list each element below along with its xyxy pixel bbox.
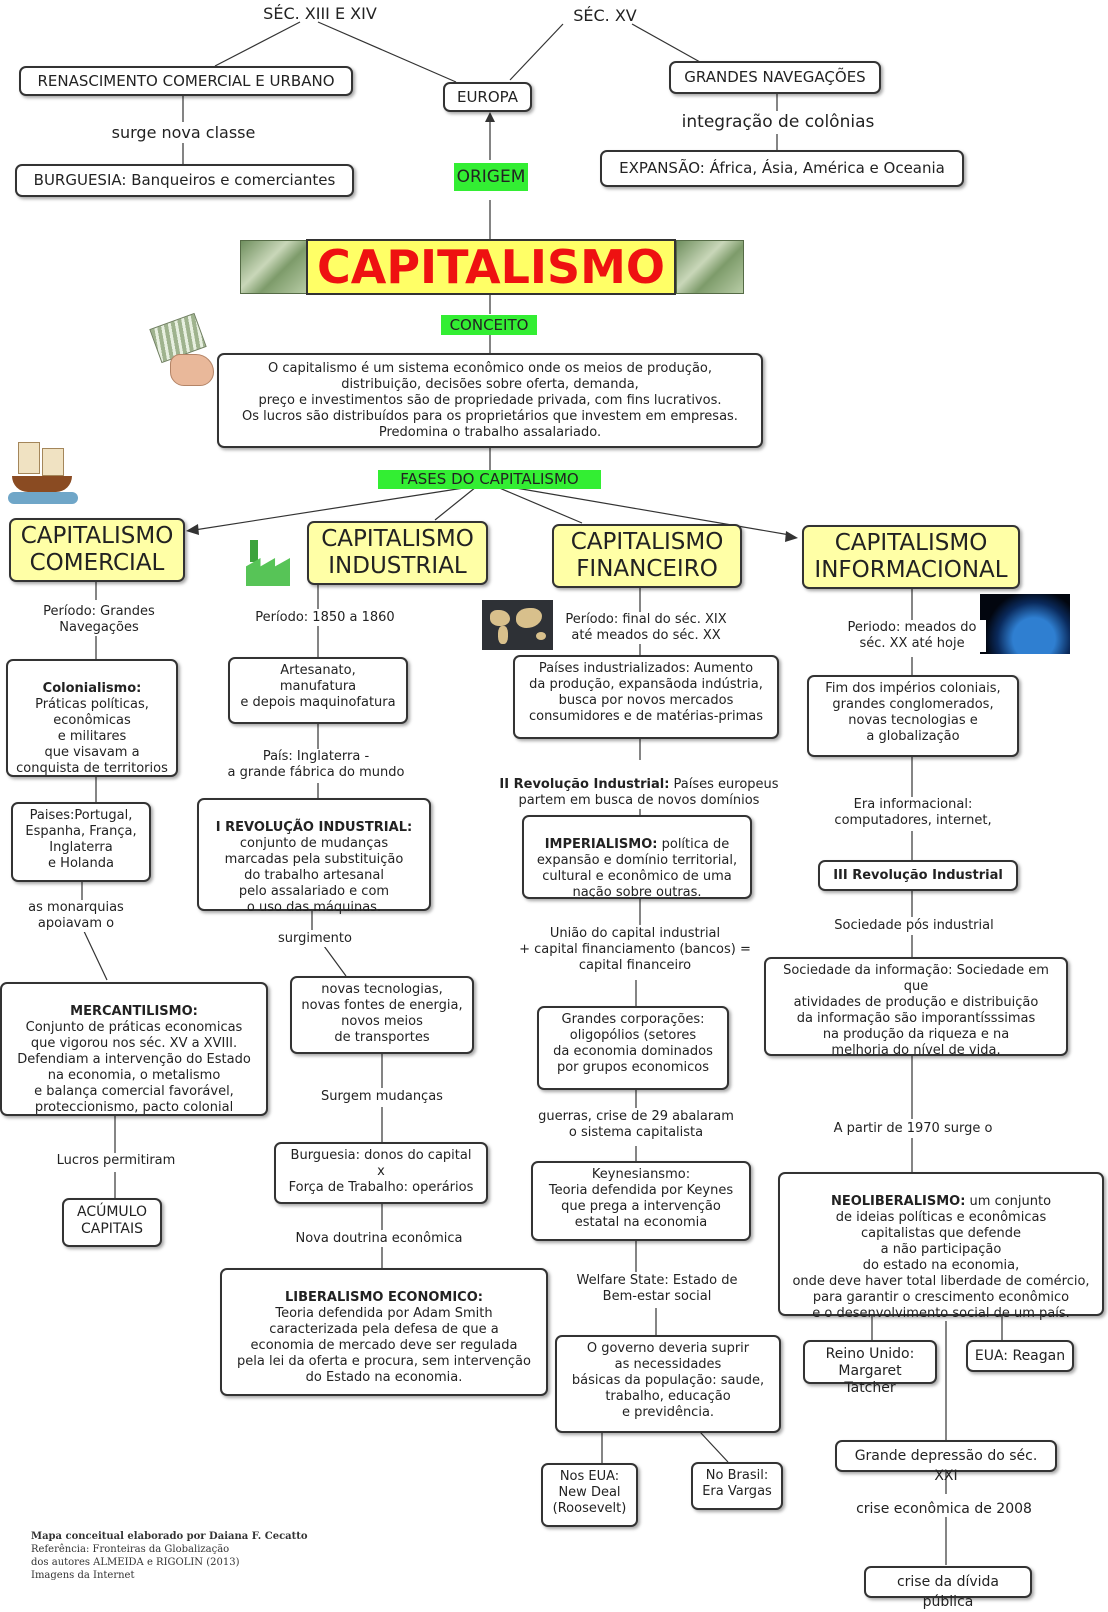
surgimento-link: surgimento bbox=[270, 931, 360, 947]
mudancas-link: Surgem mudanças bbox=[308, 1089, 456, 1105]
liberalismo-node bbox=[220, 1268, 548, 1396]
money-hand-image bbox=[150, 318, 214, 390]
imperialismo-text: política de expansão e domínio territorial, cultural e econômico de uma nação sobre outras. bbox=[536, 837, 738, 900]
neoliberalismo-title: NEOLIBERALISMO: bbox=[830, 1194, 966, 1209]
mercantilismo-title: MERCANTILISMO: bbox=[70, 1004, 198, 1019]
crise-2008-link: crise econômica de 2008 bbox=[854, 1501, 1034, 1517]
keynes-node: Keynesiansmo: Teoria defendida por Keynes que prega a intervenção estatal na economia bbox=[531, 1161, 751, 1241]
money-image-right bbox=[676, 240, 744, 294]
page-title: CAPITALISMO bbox=[306, 239, 676, 295]
corporacoes-node: Grandes corporações: oligopólios (setores da economia dominados por grupos economicos bbox=[537, 1006, 729, 1090]
neoliberalismo-node bbox=[778, 1172, 1104, 1321]
revolucao-ii-body: Países europeus partem em busca de novos domínios bbox=[518, 777, 779, 808]
liberalismo-title: LIBERALISMO ECONOMICO: bbox=[285, 1290, 483, 1305]
partir-1970-link: A partir de 1970 surge o bbox=[820, 1121, 1006, 1137]
world-map-image bbox=[482, 600, 553, 650]
neoliberalismo-text: um conjunto de ideias políticas e econômicas capitalistas que defende a não participação do estado na economia, onde deve haver total liberdade de comércio, para garantir o crescimento econômico e o desenvolvimento social de um país. bbox=[792, 1194, 1090, 1321]
monarquias-link: as monarquias apoiavam o bbox=[20, 900, 132, 932]
mercantilismo-text: Conjunto de práticas economicas que vigorou nos séc. XV a XVIII. Defendiam a intervenção do Estado na economia, o metalismo e balança comercial favorável, proteccionismo, pacto colonial bbox=[17, 1020, 251, 1115]
paises-comercial-node: Paises:Portugal, Espanha, França, Inglaterra e Holanda bbox=[11, 802, 151, 882]
renascimento-node: RENASCIMENTO COMERCIAL E URBANO bbox=[19, 66, 353, 96]
divida-publica-node: crise da dívida pública bbox=[864, 1566, 1032, 1598]
revolucao-i-node bbox=[197, 798, 431, 915]
liberalismo-text: Teoria defendida por Adam Smith caracterizada pela defesa de que a economia de mercado deve ser regulada pela lei da oferta e procura, sem intervenção do Estado na economia. bbox=[237, 1306, 531, 1385]
mercantilismo-node bbox=[0, 982, 268, 1116]
fases-label: FASES DO CAPITALISMO bbox=[378, 470, 601, 489]
colonialismo-text: Práticas políticas, econômicas e militares que visavam a conquista de territorios bbox=[16, 697, 168, 776]
conceito-label: CONCEITO bbox=[441, 315, 537, 335]
conceito-node: O capitalismo é um sistema econômico onde os meios de produção, distribuição, decisões sobre oferta, demanda, preço e investimentos são de propriedade privada, com fins lucrativos. Os lucros são distribuídos para os proprietários que investem em empresas. Predomina o trabalho assalariado. bbox=[217, 353, 763, 448]
sec-xv-label: SÉC. XV bbox=[573, 6, 637, 25]
phase-industrial: CAPITALISMO INDUSTRIAL bbox=[307, 521, 488, 585]
sociedade-informacao-node: Sociedade da informação: Sociedade em que atividades de produção e distribuição da informação são imporantísssimas na produção da riqueza e na melhoria do nível de vida. bbox=[764, 957, 1068, 1056]
comercial-periodo: Período: Grandes Navegações bbox=[30, 604, 168, 636]
footer-line-author: Mapa conceitual elaborado por Daiana F. Cecatto bbox=[31, 1531, 308, 1542]
colonialismo-node bbox=[6, 659, 178, 777]
sociedade-pos-industrial: Sociedade pós industrial bbox=[826, 918, 1002, 934]
phase-informacional: CAPITALISMO INFORMACIONAL bbox=[802, 525, 1020, 589]
ship-image bbox=[8, 438, 78, 510]
industrial-periodo: Período: 1850 a 1860 bbox=[245, 610, 405, 626]
factory-icon bbox=[246, 538, 290, 588]
surge-classe-link: surge nova classe bbox=[96, 123, 271, 143]
footer-line-images: Imagens da Internet bbox=[31, 1570, 135, 1581]
governo-node: O governo deveria suprir as necessidades básicas da população: saude, trabalho, educação e previdência. bbox=[555, 1335, 781, 1433]
revolucao-iii-node: III Revolução Industrial bbox=[818, 860, 1018, 891]
doutrina-link: Nova doutrina econômica bbox=[290, 1231, 468, 1247]
acumulo-node: ACÚMULO CAPITAIS bbox=[62, 1198, 162, 1247]
sec-xiii-xiv-label: SÉC. XIII E XIV bbox=[263, 4, 377, 23]
revolucao-ii-title: II Revolução Industrial: bbox=[499, 777, 670, 792]
footer-line-reference: Referência: Fronteiras da Globalização bbox=[31, 1544, 230, 1555]
era-informacional: Era informacional: computadores, internet, bbox=[824, 797, 1002, 829]
revolucao-i-title: I REVOLUÇÃO INDUSTRIAL: bbox=[215, 820, 413, 835]
welfare-link: Welfare State: Estado de Bem-estar social bbox=[567, 1273, 747, 1305]
financeiro-periodo: Período: final do séc. XIX até meados do séc. XX bbox=[556, 612, 736, 644]
earth-image bbox=[980, 594, 1070, 654]
eua-reagan-node: EUA: Reagan bbox=[966, 1340, 1074, 1372]
fim-imperios-node: Fim dos impérios coloniais, grandes conglomerados, novas tecnologias e a globalização bbox=[807, 675, 1019, 757]
revolucao-ii-text bbox=[483, 761, 795, 809]
money-image-left bbox=[240, 240, 308, 294]
colonialismo-title: Colonialismo: bbox=[42, 681, 142, 696]
informacional-periodo: Periodo: meados do séc. XX até hoje bbox=[838, 620, 986, 652]
brasil-vargas-node: No Brasil: Era Vargas bbox=[691, 1462, 783, 1510]
paises-industrializados-node: Países industrializados: Aumento da produção, expansãoda indústria, busca por novos mercados consumidores e de matérias-primas bbox=[513, 655, 779, 739]
imperialismo-node bbox=[522, 815, 752, 899]
eua-new-deal-node: Nos EUA: New Deal (Roosevelt) bbox=[541, 1463, 638, 1527]
grande-depressao-node: Grande depressão do séc. XXI bbox=[835, 1440, 1057, 1472]
pais-inglaterra: País: Inglaterra - a grande fábrica do mundo bbox=[216, 749, 416, 781]
burguesia-operarios-node: Burguesia: donos do capital x Força de Trabalho: operários bbox=[274, 1142, 488, 1204]
lucros-link: Lucros permitiram bbox=[48, 1153, 184, 1169]
imperialismo-title: IMPERIALISMO: bbox=[544, 837, 658, 852]
uniao-capital-text: União do capital industrial + capital financiamento (bancos) = capital financeiro bbox=[508, 926, 762, 974]
europa-node: EUROPA bbox=[443, 82, 532, 112]
integracao-link: integração de colônias bbox=[668, 112, 888, 133]
tecnologias-node: novas tecnologias, novas fontes de energia, novos meios de transportes bbox=[290, 976, 474, 1054]
guerras-link: guerras, crise de 29 abalaram o sistema capitalista bbox=[522, 1109, 750, 1141]
navegacoes-node: GRANDES NAVEGAÇÕES bbox=[669, 61, 881, 94]
phase-financeiro: CAPITALISMO FINANCEIRO bbox=[552, 524, 742, 588]
reino-unido-node: Reino Unido: Margaret Tatcher bbox=[803, 1340, 937, 1384]
artesanato-node: Artesanato, manufatura e depois maquinofatura bbox=[228, 657, 408, 724]
burguesia-node: BURGUESIA: Banqueiros e comerciantes bbox=[15, 164, 354, 197]
origem-label: ORIGEM bbox=[454, 163, 528, 191]
revolucao-i-text: conjunto de mudanças marcadas pela substituição do trabalho artesanal pelo assalariado e com o uso das máquinas. bbox=[224, 836, 404, 915]
expansao-node: EXPANSÃO: África, Ásia, América e Oceania bbox=[600, 150, 964, 187]
phase-comercial: CAPITALISMO COMERCIAL bbox=[9, 518, 185, 582]
footer-line-authors: dos autores ALMEIDA e RIGOLIN (2013) bbox=[31, 1557, 240, 1568]
footer-credits bbox=[31, 1530, 308, 1582]
